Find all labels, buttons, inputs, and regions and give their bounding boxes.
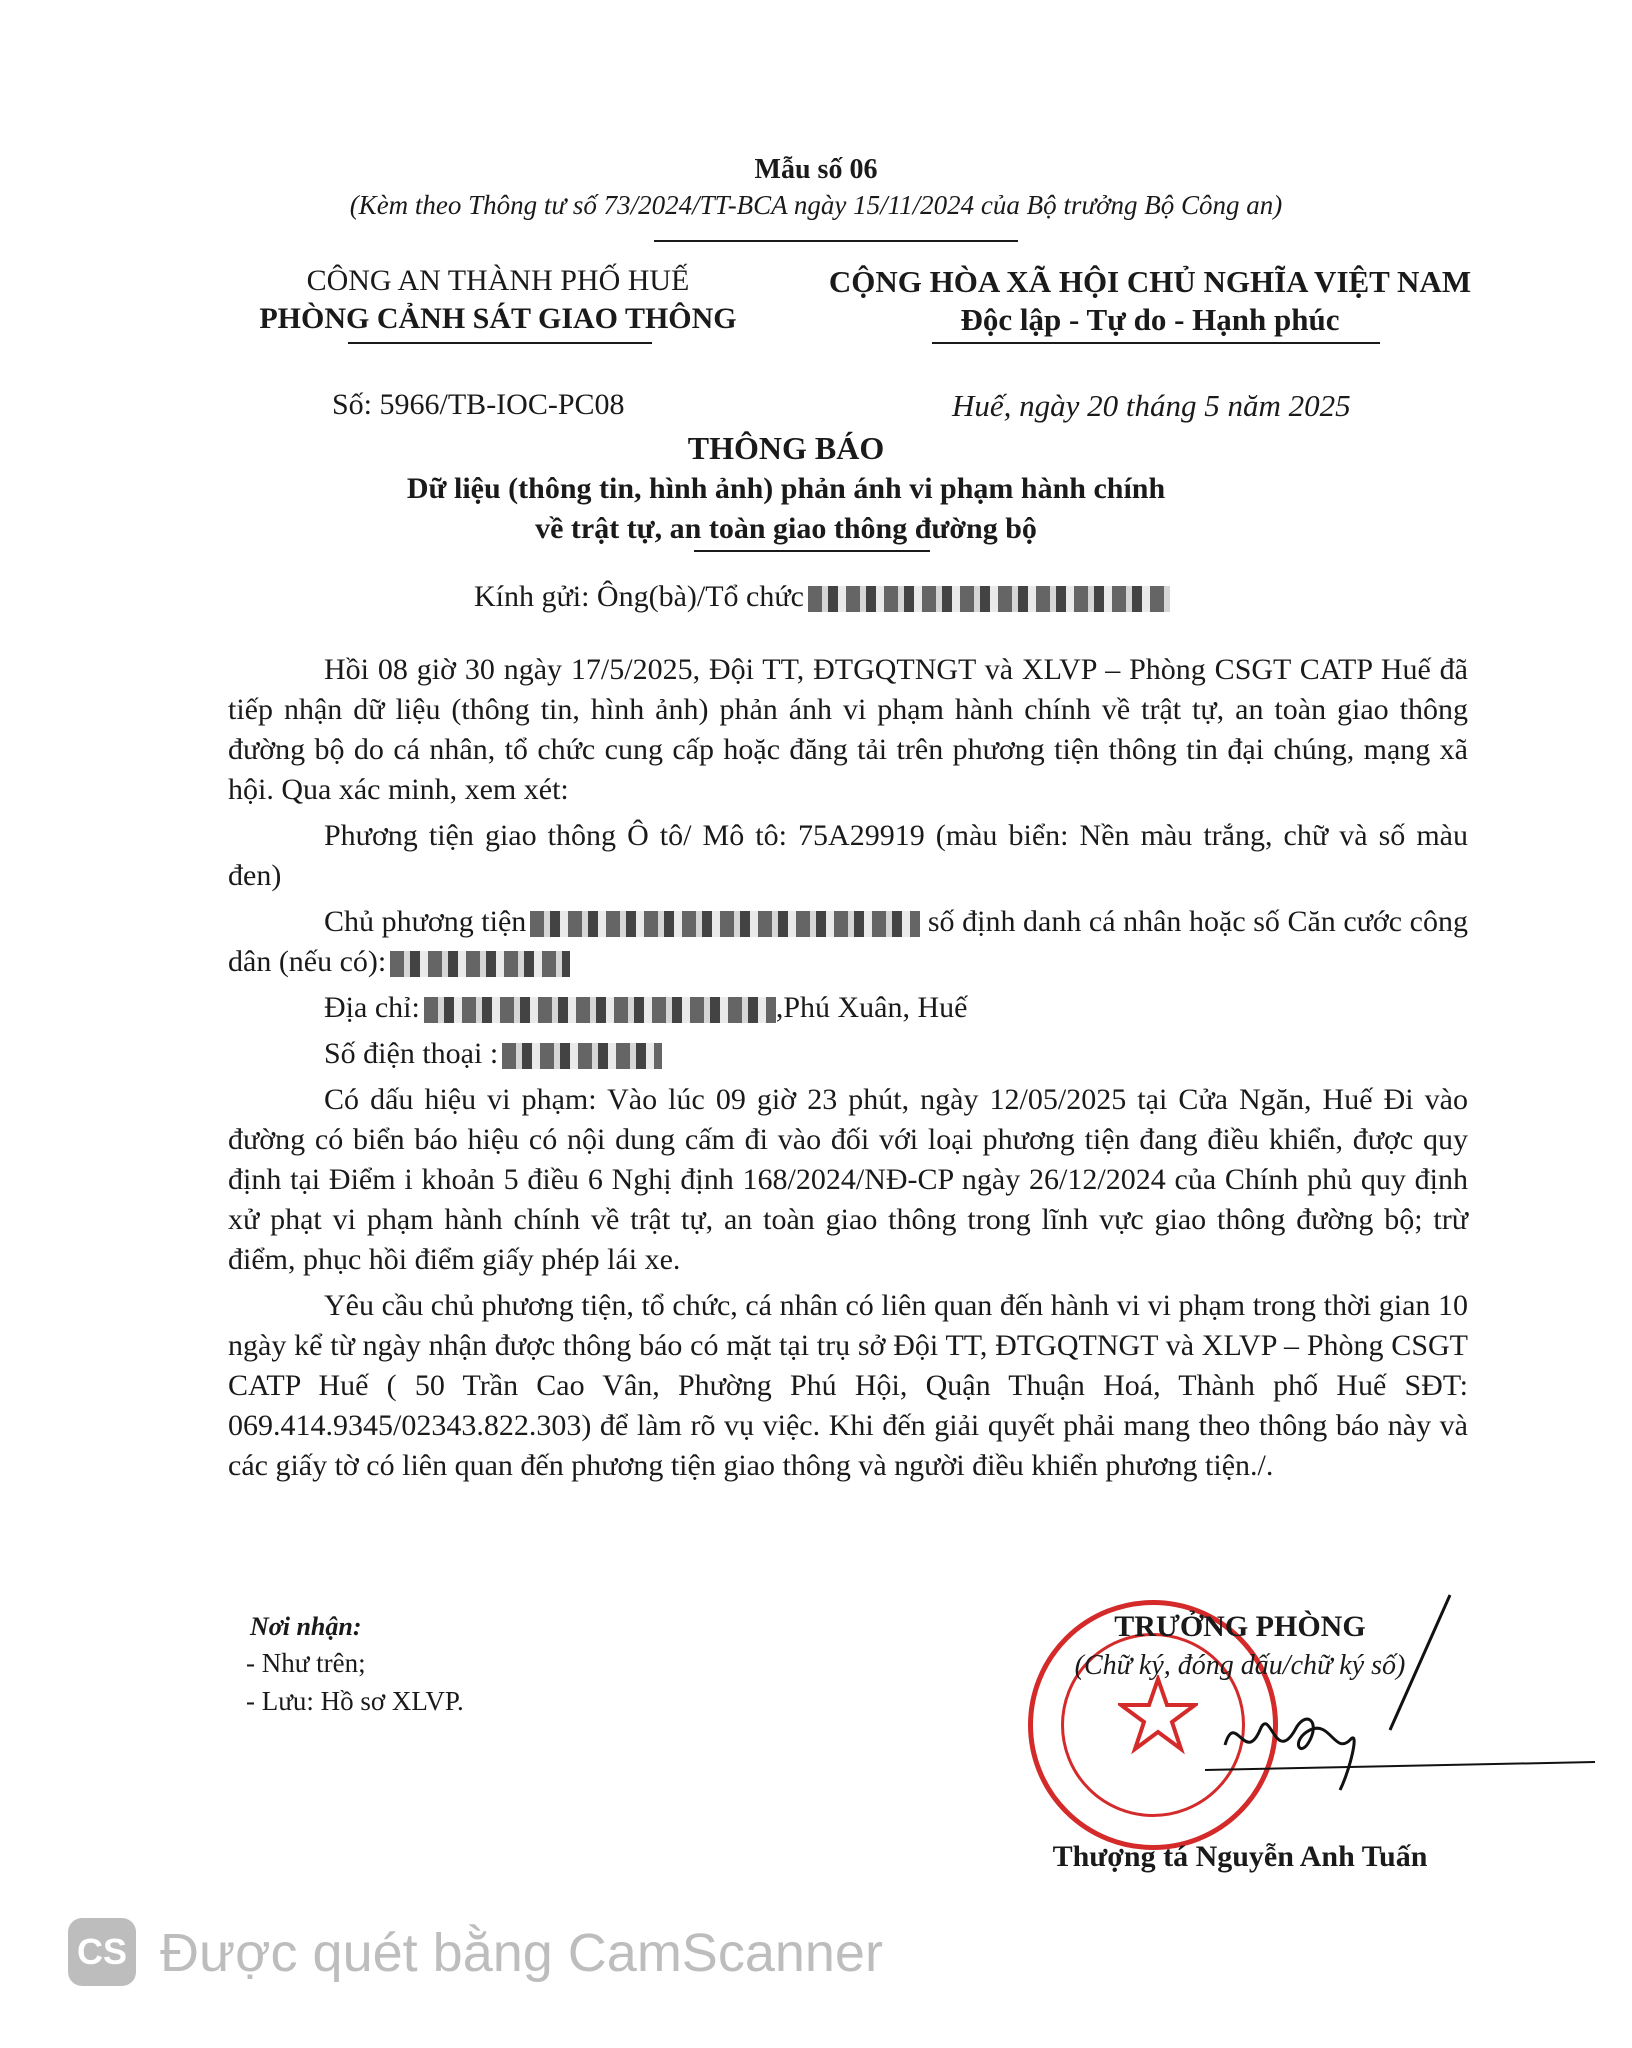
address-label: Địa chỉ: [324, 991, 420, 1024]
redacted-recipient [808, 586, 1170, 612]
signer-name: Thượng tá Nguyễn Anh Tuấn [1052, 1840, 1428, 1873]
redacted-phone [502, 1043, 662, 1069]
body-paragraph-owner [228, 902, 1468, 982]
motto: Độc lập - Tự do - Hạnh phúc [960, 302, 1340, 337]
camscanner-watermark: Được quét bằng CamScanner [160, 1923, 883, 1983]
owner-label: Chủ phương tiện [324, 905, 527, 938]
recipient-label: Kính gửi: Ông(bà)/Tổ chức [474, 580, 804, 613]
form-rule [654, 240, 1018, 242]
form-number: Mẫu số 06 [754, 154, 878, 185]
recipient-line [474, 580, 1170, 614]
recipients-item-2: - Lưu: Hồ sơ XLVP. [246, 1686, 464, 1716]
document-subtitle-1: Dữ liệu (thông tin, hình ảnh) phản ánh vi phạm hành chính [406, 472, 1166, 505]
address-rest: ,Phú Xuân, Huế [775, 991, 968, 1024]
handwritten-signature-icon [1200, 1590, 1600, 1800]
redacted-address [424, 997, 776, 1023]
recipients-item-1: - Như trên; [246, 1648, 366, 1678]
body-paragraph-request: Yêu cầu chủ phương tiện, tổ chức, cá nhân có liên quan đến hành vi vi phạm trong thời gian 10 ngày kể từ ngày nhận được thông báo có mặt tại trụ sở Đội TT, ĐTGQTNGT và XLVP – Phòng CSGT CATP Huế ( 50 Trần Cao Vân, Phường Phú Hội, Quận Thuận Hoá, Thành phố Huế SĐT: 069.414.9345/02343.822.303) để làm rõ vụ việc. Khi đến giải quyết phải mang theo thông báo này và các giấy tờ có liên quan đến phương tiện giao thông và người điều khiển phương tiện./. [228, 1289, 1468, 1482]
document-body [228, 650, 1468, 1486]
owner-id-text: số định danh cá nhân hoặc số Căn cước công dân (nếu có): [228, 905, 1468, 978]
reference-number: Số: 5966/TB-IOC-PC08 [332, 388, 625, 421]
form-attached-note: (Kèm theo Thông tư số 73/2024/TT-BCA ngày 15/11/2024 của Bộ trưởng Bộ Công an) [349, 190, 1283, 220]
title-rule [694, 550, 930, 552]
agency-name: CÔNG AN THÀNH PHỐ HUẾ [306, 264, 690, 297]
left-header-rule [348, 342, 652, 344]
body-paragraph-reception: Hồi 08 giờ 30 ngày 17/5/2025, Đội TT, ĐTGQTNGT và XLVP – Phòng CSGT CATP Huế đã tiếp nhận dữ liệu (thông tin, hình ảnh) phản ánh vi phạm hành chính về trật tự, an toàn giao thông đường bộ do cá nhân, tổ chức cung cấp hoặc đăng tải trên phương tiện thông tin đại chúng, mạng xã hội. Qua xác minh, xem xét: [228, 653, 1468, 806]
redacted-owner-id [390, 951, 570, 977]
stamp-star-icon [1118, 1675, 1198, 1755]
body-paragraph-vehicle: Phương tiện giao thông Ô tô/ Mô tô: 75A29919 (màu biển: Nền màu trắng, chữ và số màu đen) [228, 819, 1468, 892]
phone-label: Số điện thoại : [324, 1037, 499, 1070]
signature-note: (Chữ ký, đóng dấu/chữ ký số) [1074, 1650, 1406, 1681]
document-title: THÔNG BÁO [687, 430, 885, 466]
country-name: CỘNG HÒA XÃ HỘI CHỦ NGHĨA VIỆT NAM [828, 264, 1472, 299]
place-date: Huế, ngày 20 tháng 5 năm 2025 [952, 388, 1351, 423]
body-paragraph-phone [228, 1034, 1468, 1074]
right-header-rule [932, 342, 1380, 344]
signer-position: TRƯỞNG PHÒNG [1114, 1610, 1366, 1643]
redacted-owner-name [530, 911, 920, 937]
body-paragraph-address [228, 988, 1468, 1028]
document-subtitle-2: về trật tự, an toàn giao thông đường bộ [535, 512, 1037, 545]
department-name: PHÒNG CẢNH SÁT GIAO THÔNG [259, 302, 737, 335]
camscanner-logo-icon: CS [68, 1918, 136, 1986]
body-paragraph-violation: Có dấu hiệu vi phạm: Vào lúc 09 giờ 23 phút, ngày 12/05/2025 tại Cửa Ngăn, Huế Đi vào đường có biển báo hiệu có nội dung cấm đi vào đối với loại phương tiện đang điều khiển, được quy định tại Điểm i khoản 5 điều 6 Nghị định 168/2024/NĐ-CP ngày 26/12/2024 của Chính phủ quy định xử phạt vi phạm hành chính về trật tự, an toàn giao thông trong lĩnh vực giao thông đường bộ; trừ điểm, phục hồi điểm giấy phép lái xe. [228, 1083, 1468, 1276]
recipients-label: Nơi nhận: [250, 1612, 362, 1641]
